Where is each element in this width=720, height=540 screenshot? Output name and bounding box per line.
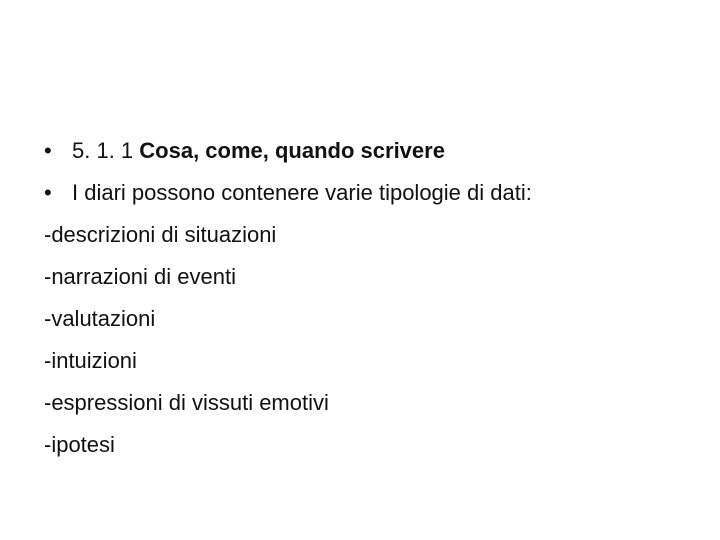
list-item: -intuizioni [44,348,137,373]
list-item: -descrizioni di situazioni [44,222,277,247]
slide-body [44,130,704,466]
section-title: Cosa, come, quando scrivere [139,138,445,163]
intro-text: I diari possono contenere varie tipologie di dati: [72,180,532,205]
list-item: -valutazioni [44,306,156,331]
list-item: -espressioni di vissuti emotivi [44,390,329,415]
section-number: 5. 1. 1 [72,138,134,163]
bullet-icon: • [44,138,52,163]
list-item: -ipotesi [44,432,115,457]
heading-line [44,130,704,172]
list-item: -narrazioni di eventi [44,264,236,289]
bullet-icon: • [44,180,52,205]
intro-line [44,172,704,214]
